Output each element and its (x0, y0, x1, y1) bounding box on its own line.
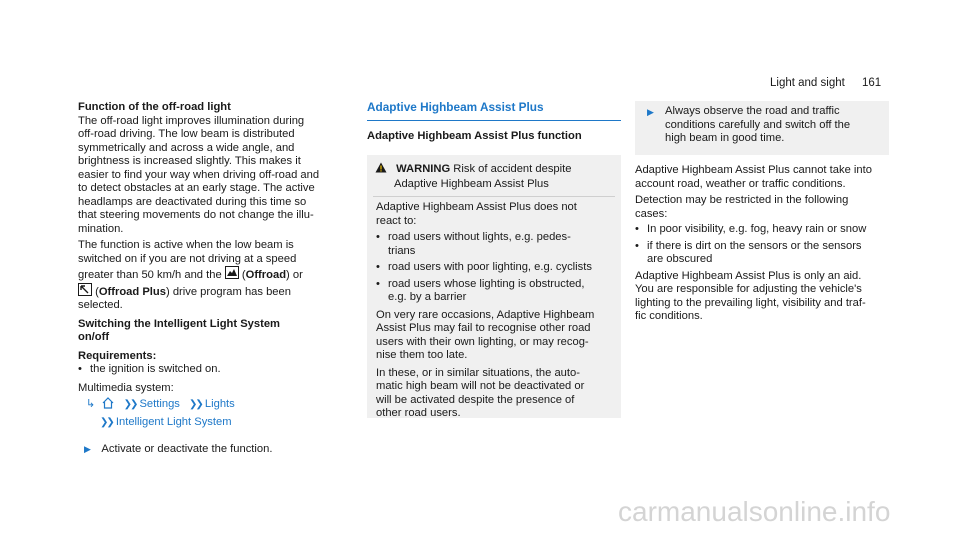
text-line: Detection may be restricted in the following (635, 194, 849, 206)
text-line: matic high beam will not be deactivated or (376, 380, 585, 392)
warning-paragraph (376, 367, 615, 421)
offroad-plus-label: Offroad Plus (98, 285, 166, 298)
multimedia-label: Multimedia system: (78, 381, 174, 394)
list-item (376, 278, 615, 305)
text-line: • if there is dirt on the sensors or the sensors (647, 239, 862, 252)
text-line: mination. (78, 222, 124, 235)
text-line: In these, or in similar situations, the auto- (376, 366, 580, 379)
notice-arrow-icon: ▶ (647, 107, 654, 117)
text-fragment: ( (241, 269, 246, 281)
text-line: Adaptive Highbeam Assist Plus does not (376, 201, 577, 213)
text-line: Adaptive Highbeam Assist Plus cannot take into (635, 164, 872, 176)
column-3 (635, 101, 895, 324)
section-name: Light and sight (770, 77, 845, 89)
requirement-item: • the ignition is switched on. (78, 363, 346, 377)
text-line: brightness is increased slightly. This makes it (78, 155, 301, 167)
text-fragment: ) or (286, 269, 303, 281)
list-item (635, 223, 895, 237)
warning-text: Adaptive Highbeam Assist Plus (394, 177, 549, 190)
text-line: lighting to the prevailing light, visibility and traf- (635, 296, 866, 309)
warning-paragraph (376, 309, 615, 363)
list-item (376, 261, 615, 275)
paragraph (635, 270, 895, 324)
text-line: selected. (78, 299, 123, 311)
text-line: • road users without lights, e.g. pedes- (388, 231, 571, 243)
bullet-list (376, 231, 615, 305)
text-line: easier to find your way when driving off-road and (78, 168, 320, 181)
text-line: On very rare occasions, Adaptive Highbeam (376, 308, 595, 321)
menu-path (78, 397, 346, 414)
action-arrow-icon: ▶ (84, 444, 91, 454)
list-item (376, 231, 615, 258)
requirements-heading: Requirements: (78, 349, 157, 362)
warning-body (373, 201, 615, 421)
section-title: Adaptive Highbeam Assist Plus (367, 100, 544, 114)
text-fragment: ) drive program has been (165, 285, 291, 298)
text-line: Adaptive Highbeam Assist Plus is only an aid. (635, 269, 862, 282)
warning-triangle-icon (375, 162, 387, 178)
offroad-program-icon (225, 266, 239, 279)
paragraph (635, 194, 895, 221)
text-line: are obscured (647, 253, 713, 265)
text-line: account road, weather or traffic conditions. (635, 177, 846, 190)
text-line: cases: (635, 207, 668, 220)
warning-box (367, 155, 621, 418)
offroad-label: Offroad (245, 269, 287, 281)
menu-item-lights[interactable]: Lights (204, 398, 235, 410)
text-line: switched on if you are not driving at a speed (78, 252, 297, 265)
heading-switching (78, 318, 346, 345)
offroad-plus-program-icon (78, 283, 92, 296)
column-2 (367, 101, 622, 418)
list-item (635, 240, 895, 267)
divider (373, 196, 615, 197)
text-line: that steering movements do not change the illu- (78, 209, 314, 221)
text-line: conditions carefully and switch off the (665, 118, 851, 131)
home-icon[interactable] (102, 397, 114, 414)
menu-item-settings[interactable]: Settings (139, 398, 180, 410)
text-line: to detect obstacles at an early stage. The active (78, 182, 315, 194)
subheading: Adaptive Highbeam Assist Plus function (367, 129, 582, 142)
text-line: • road users whose lighting is obstructed, (388, 277, 585, 290)
heading-line: Switching the Intelligent Light System (78, 317, 281, 330)
text-line: fic conditions. (635, 310, 703, 322)
text-line: • road users with poor lighting, e.g. cyclists (388, 261, 592, 273)
running-header (770, 77, 952, 91)
notice-box (635, 101, 889, 155)
text-line: users with their own lighting, or may recog- (376, 335, 589, 348)
text-line: Always observe the road and traffic (665, 105, 840, 117)
chevron-right-icon: ❯❯ (189, 399, 202, 410)
text-line: symmetrically and across a wide angle, and (78, 141, 295, 154)
action-step (78, 443, 346, 457)
action-text: Activate or deactivate the function. (101, 443, 273, 455)
text-line: high beam in good time. (665, 132, 785, 144)
notice-text (635, 105, 889, 146)
return-arrow-icon: ↳ (86, 398, 96, 410)
text-line (78, 283, 346, 300)
text-line: other road users. (376, 407, 461, 419)
column-1 (78, 101, 346, 457)
chevron-right-icon: ❯❯ (100, 416, 113, 428)
chevron-right-icon: ❯❯ (123, 399, 137, 410)
page-number: 161 (862, 77, 882, 89)
text-fragment: ( (95, 285, 99, 298)
text-line: will be activated despite the presence of (376, 393, 575, 406)
section-title-rule (367, 120, 621, 121)
watermark: carmanualsonline.info (618, 496, 891, 527)
menu-item-intelligent-light-system[interactable]: Intelligent Light System (115, 415, 232, 428)
paragraph-offroad-1 (78, 115, 346, 237)
heading-line: on/off (78, 331, 110, 343)
text-line: Assist Plus may fail to recognise other road (376, 322, 591, 334)
text-line: react to: (376, 214, 417, 227)
text-line: headlamps are deactivated during this time so (78, 195, 307, 208)
text-line: The function is active when the low beam is (78, 239, 294, 251)
text-line: e.g. by a barrier (388, 291, 467, 303)
text-line: The off-road light improves illumination during (78, 114, 305, 127)
text-line: • In poor visibility, e.g. fog, heavy rain or snow (647, 223, 867, 235)
warning-text: Risk of accident despite (453, 163, 572, 175)
text-line: off-road driving. The low beam is distributed (78, 128, 295, 140)
paragraph-offroad-2 (78, 239, 346, 313)
text-line: You are responsible for adjusting the vehicle's (635, 283, 862, 295)
paragraph (635, 164, 895, 191)
text-line: trians (388, 244, 416, 257)
warning-header (373, 162, 615, 178)
menu-path-continued (78, 416, 346, 430)
text-line (78, 266, 346, 283)
text-fragment: greater than 50 km/h and the (78, 269, 222, 281)
heading-offroad-light: Function of the off-road light (78, 101, 231, 113)
warning-label: WARNING (396, 163, 451, 175)
text-line: nise them too late. (376, 349, 468, 361)
